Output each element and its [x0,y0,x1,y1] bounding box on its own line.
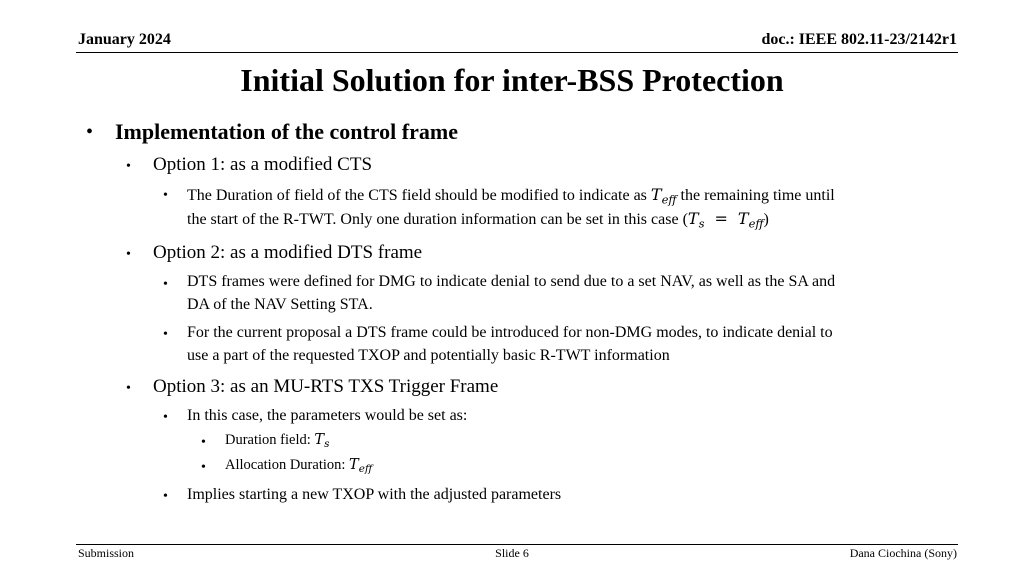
bullet-icon: • [163,489,168,504]
bullet-icon: • [201,460,206,475]
slide-title: Initial Solution for inter-BSS Protection [240,62,784,98]
option2-item1-line1: DTS frames were defined for DMG to indicate denial to send due to a set NAV, as well as the SA and [187,273,836,290]
bullet-icon: • [163,327,168,342]
footer-slide-number: Slide 6 [495,546,529,560]
math-t-eff: $T_{eff}$ [737,209,764,231]
math-t-eff: $T_{eff}$ [349,457,373,476]
header-date: January 2024 [78,31,171,48]
option1-label: Option 1: as a modified CTS [153,154,373,175]
option3-item1: In this case, the parameters would be set as: [187,407,468,424]
option3-item2: Implies starting a new TXOP with the adjusted parameters [187,486,562,503]
bullet-icon: • [163,277,168,292]
option1-text-line1 [187,185,835,206]
option2-item2-line1: For the current proposal a DTS frame could be introduced for non-DMG modes, to indicate denial to [187,324,833,341]
option2-label: Option 2: as a modified DTS frame [153,242,423,263]
header-doc-id: doc.: IEEE 802.11-23/2142r1 [761,31,957,48]
footer-divider [76,544,958,545]
bullet-icon: • [86,121,94,143]
option2-item1-line2: DA of the NAV Setting STA. [187,296,373,313]
header-divider [76,52,958,53]
option3-label: Option 3: as an MU-RTS TXS Trigger Frame [153,376,499,397]
math-t-eff: $T_{eff}$ [650,185,677,207]
option1-text-a: The Duration of field of the CTS field should be modified to indicate as [187,187,647,204]
option1-text-b: the remaining time until [680,187,835,204]
bullet-icon: • [163,188,168,203]
bullet-icon: • [163,410,168,425]
option3-sub2: Allocation Duration: $T_{eff}$ [225,457,373,476]
bullet-icon: • [126,159,131,174]
option1-text-line2 [187,209,769,230]
math-t-s: $T_s$ [687,209,705,231]
math-t-s: $T_s$ [314,432,330,451]
bullet-icon: • [201,435,206,450]
footer-author: Dana Ciochina (Sony) [849,546,957,560]
heading-control-frame: Implementation of the control frame [115,119,458,144]
option1-text-c: the start of the R-TWT. Only one duration information can be set in this case ( [187,211,688,228]
option3-sub1: Duration field: $T_s$ [225,432,330,451]
footer-submission: Submission [78,546,135,560]
option2-item2-line2: use a part of the requested TXOP and potentially basic R-TWT information [187,347,670,364]
bullet-icon: • [126,247,131,262]
bullet-icon: • [126,381,131,396]
option1-text-d: ) [763,211,769,228]
math-equals: = [714,209,728,228]
